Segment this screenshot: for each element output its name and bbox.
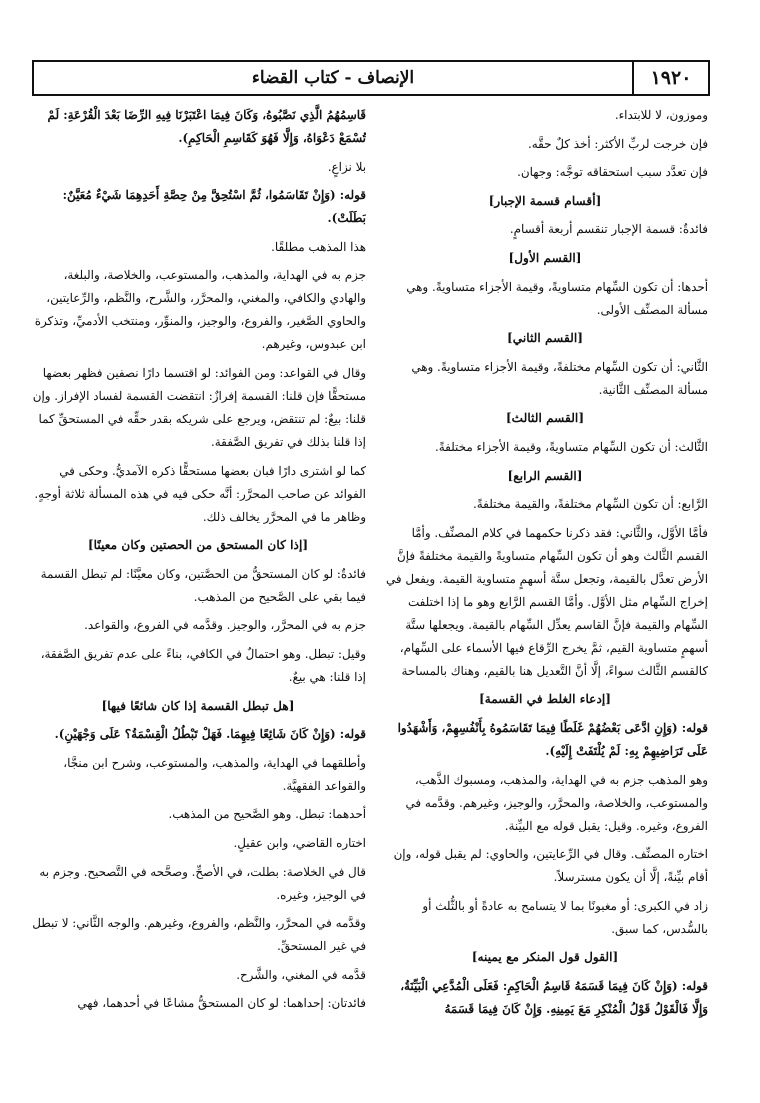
text-paragraph: وقال في القواعد: ومن الفوائد: لو اقتسما دارًا نصفين فظهر بعضها مستحقًّا فإن قلنا: القسمة إفرازٌ: انتقضت القسمة لفساد الإفراز. وإن قلنا: بيعٌ: لم تنتقض، ويرجع على شريكه بقدر حقِّه في المستحقِّ كما إذا قلنا بذلك في تفريق الصَّفقة. xyxy=(32,365,366,449)
text-paragraph: بلا نزاعٍ. xyxy=(327,159,366,174)
text-paragraph: وأطلقهما في الهداية، والمذهب، والمستوعب، وشرح ابن منجَّا، والقواعد الفقهيَّة. xyxy=(63,755,366,793)
section-heading: [هل تبطل القسمة إذا كان شائعًا فيها] xyxy=(101,698,295,713)
running-title: الإنصاف - كتاب القضاء xyxy=(251,68,415,88)
quoted-text-paragraph: قوله: (وَإِنْ تَقَاسَمُوا، ثُمَّ اسْتُحِقَّ مِنْ حِصَّةِ أَحَدِهِمَا شَيْءٌ مُعَيَّنٌ: بَطَلَتْ). xyxy=(62,188,366,226)
quoted-text-paragraph: قوله: (وَإِنْ كَانَ فِيمَا قَسَمَهُ قَاسِمُ الْحَاكِمِ: فَعَلَى الْمُدَّعِي الْبَيِّنَةُ، وَإِلَّا فَالْقَوْلُ قَوْلُ الْمُنْكِرِ مَعَ يَمِينِهِ. وَإِنْ كَانَ فِيمَا قَسَمَهُ xyxy=(400,978,708,1016)
text-paragraph: وقيل: تبطل. وهو احتمالٌ في الكافي، بناءً على عدم تفريق الصَّفقة، إذا قلنا: هي بيعٌ. xyxy=(40,646,366,684)
text-paragraph: هذا المذهب مطلقًا. xyxy=(271,239,366,254)
text-paragraph: جزم به في الهداية، والمذهب، والمستوعب، والخلاصة، والبلغة، والهادي والكافي، والمغني، والمحرَّر، والشَّرح، والنَّظم، والرِّعايتين، والحاوي الصَّغير، والفروع، والوجيز، والمنوِّر، ومنتخب الأدميِّ، وتذكرة ابن عبدوس، وغيرهم. xyxy=(34,268,366,352)
text-paragraph: أحدها: أن تكون السِّهام متساويةً، وقيمة الأجزاء متساويةً. وهي مسألة المصنِّف الأولى. xyxy=(406,279,708,317)
text-paragraph: كما لو اشترى دارًا فبان بعضها مستحقًّا ذكره الآمديُّ. وحكى في الفوائد عن صاحب المحرَّر: أنَّه حكى فيه في هذه المسألة ثلاثة أوجهٍ. وظاهر ما في المحرَّر يخالف ذلك. xyxy=(34,463,366,524)
left-text-column xyxy=(30,104,366,1099)
section-heading: [إدعاء الغلط في القسمة] xyxy=(478,692,612,707)
text-paragraph: الثَّالث: أن تكون السِّهام متساويةً، وقيمة الأجزاء مختلفةً. xyxy=(434,439,708,454)
text-paragraph: اختاره القاضي، وابن عقيلٍ. xyxy=(233,835,366,850)
text-paragraph: الثَّاني: أن تكون السِّهام مختلفةً، وقيمة الأجزاء متساويةً. وهي مسألة المصنِّف الثَّانية. xyxy=(411,359,708,397)
right-text-column xyxy=(382,104,708,1099)
text-paragraph: فائدتان: إحداهما: لو كان المستحقُّ مشاعًا في أحدهما، فهي xyxy=(77,996,366,1011)
text-paragraph: فإن تعدَّد سبب استحقاقه توجَّه: وجهان. xyxy=(517,165,708,180)
section-heading: [القسم الرابع] xyxy=(507,468,583,483)
page-number: ١٩٢٠ xyxy=(632,62,708,94)
section-heading: [القسم الأول] xyxy=(508,250,582,265)
quoted-text-paragraph: قوله: (وَإِنِ ادَّعَى بَعْضُهُمْ غَلَطًا فِيمَا تَقَاسَمُوهُ بِأَنْفُسِهِمْ، وَأَشْهَدُوا عَلَى تَرَاضِيهِمْ بِهِ: لَمْ يُلْتَفَتْ إِلَيْهِ). xyxy=(397,720,708,758)
text-paragraph: وقدَّمه في المحرَّر، والنَّظم، والفروع، وغيرهم. والوجه الثَّاني: لا تبطل في غير المستحقِّ. xyxy=(32,916,366,954)
text-paragraph: فأمَّا الأوَّل، والثَّاني: فقد ذكرنا حكمهما في كلام المصنِّف. وأمَّا القسم الثَّالث وهو أن تكون السِّهام متساويةً والقيمة مختلفةً فإنَّ الأرض تعدَّل بالقيمة، وتجعل ستَّة أسهمٍ متساوية القيمة. ويفعل في إخراج السِّهام مثل الأوَّل. وأمَّا القسم الرَّابع وهو ما إذا اختلفت السِّهام والقيمة فإنَّ القاسم يعدِّل السِّهام بالقيمة. ويجعلها ستَّة أسهمٍ متساوية القيم، ثمَّ يخرج الرِّقاع فيها الأسماء على السِّهام، كالقسم الثَّالث سواءً، إلَّا أنَّ التَّعديل هنا بالقيم، وهناك بالمساحة xyxy=(385,525,708,678)
text-paragraph: جزم به في المحرَّر، والوجيز. وقدَّمه في الفروع، والقواعد. xyxy=(84,618,366,633)
text-paragraph: قال في الخلاصة: بطلت، في الأصحِّ. وصحَّحه في التَّصحيح. وجزم به في الوجيز، وغيره. xyxy=(39,864,366,902)
text-paragraph: اختاره المصنِّف. وقال في الرِّعايتين، والحاوي: لم يقبل قوله، وإن أقام بيِّنةً، إلَّا أن يكون مسترسلاً. xyxy=(393,847,708,885)
text-paragraph: وموزون، لا للابتداء. xyxy=(614,108,708,122)
section-heading: [القسم الثالث] xyxy=(505,411,585,426)
section-heading: [القسم الثاني] xyxy=(506,331,584,346)
section-heading: [إذا كان المستحق من الحصتين وكان معينًا] xyxy=(87,538,309,553)
quoted-text-paragraph: قَاسِمُهُمُ الَّذِي نَصَّبُوهُ، وَكَانَ فِيمَا اعْتَبَرْنَا فِيهِ الرِّضَا بَعْدَ الْقُرْعَةِ: لَمْ تُسْمَعْ دَعْوَاهُ، وَإِلَّا فَهُوَ كَقَاسِمِ الْحَاكِمِ). xyxy=(47,108,366,145)
text-paragraph: فائدةٌ: لو كان المستحقُّ من الحصَّتين، وكان معيَّنًا: لم تبطل القسمة فيما بقي على الصَّحيح من المذهب. xyxy=(40,566,366,604)
text-paragraph: الرَّابع: أن تكون السِّهام مختلفةً، والقيمة مختلفةً. xyxy=(473,497,708,512)
section-heading: [القول قول المنكر مع يمينه] xyxy=(471,950,619,965)
text-paragraph: وهو المذهب جزم به في الهداية، والمذهب، ومسبوك الذَّهب، والمستوعب، والخلاصة، والمحرَّر، والوجيز، وغيرهم. وقدَّمه في الفروع، وغيره. وقيل: يقبل قوله مع البيِّنة. xyxy=(405,772,708,833)
section-heading: [أقسام قسمة الإجبار] xyxy=(488,193,602,208)
text-paragraph: فائدةٌ: قسمة الإجبار تنقسم أربعة أقسامٍ. xyxy=(509,222,708,237)
text-paragraph: زاد في الكبرى: أو مغبونًا بما لا يتسامح به عادةً أو بالثُّلث أو بالسُّدس، كما سبق. xyxy=(422,898,708,936)
page-header xyxy=(32,60,710,96)
text-paragraph: فإن خرجت لربِّ الأكثر: أخذ كلٌ حقَّه. xyxy=(527,136,708,151)
quoted-text-paragraph: قوله: (وَإِنْ كَانَ شَائِعًا فِيهِمَا. فَهَلْ تَبْطُلُ الْقِسْمَةُ؟ عَلَى وَجْهَيْنِ). xyxy=(54,727,366,742)
text-paragraph: قدَّمه في المغني، والشَّرح. xyxy=(236,967,366,982)
text-paragraph: أحدهما: تبطل. وهو الصَّحيح من المذهب. xyxy=(168,807,366,822)
